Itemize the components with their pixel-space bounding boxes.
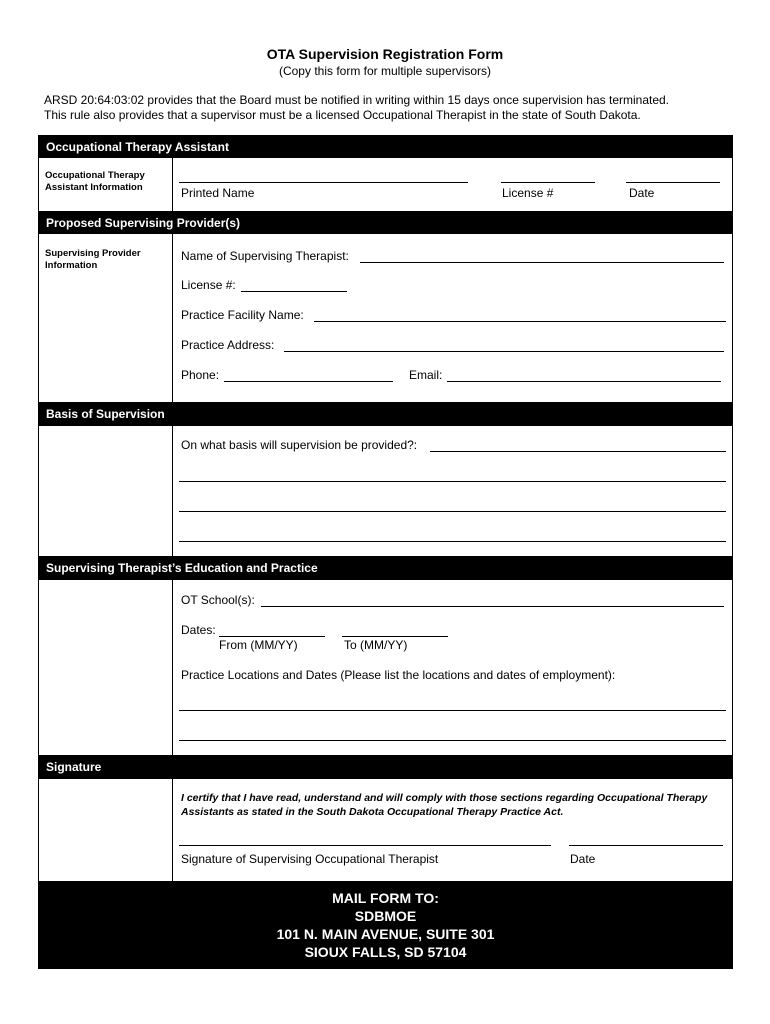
intro-line-1: ARSD 20:64:03:02 provides that the Board must be notified in writing within 15 days once supervision has terminated. (44, 93, 670, 107)
phone-label: Phone: (181, 368, 220, 382)
registration-form (38, 135, 733, 969)
signature-field[interactable] (179, 845, 551, 846)
signature-date-field[interactable] (569, 845, 723, 846)
practice-locations-label: Practice Locations and Dates (Please list the locations and dates of employment): (181, 668, 616, 682)
ot-school-field[interactable] (261, 606, 724, 607)
ota-label-column (39, 158, 173, 211)
therapist-name-label: Name of Supervising Therapist: (181, 249, 349, 263)
section-signature (39, 779, 732, 881)
provider-label-column (39, 234, 173, 402)
practice-address-label: Practice Address: (181, 338, 275, 352)
basis-answer-line-1[interactable] (430, 451, 726, 452)
form-title: OTA Supervision Registration Form (266, 46, 504, 62)
dates-label: Dates: (181, 623, 216, 637)
phone-field[interactable] (224, 381, 393, 382)
form-subtitle: (Copy this form for multiple supervisors) (278, 64, 492, 78)
from-date-field[interactable] (219, 636, 325, 637)
from-date-label: From (MM/YY) (219, 638, 298, 652)
certification-statement: I certify that I have read, understand and will comply with those sections regarding Occupational Therapy Assistants as stated in the South Dakota Occupational Therapy Practice Act. (181, 792, 708, 818)
education-label-column (39, 580, 173, 755)
provider-license-field[interactable] (241, 291, 347, 292)
intro-text (44, 93, 744, 123)
practice-locations-line-1[interactable] (179, 710, 726, 711)
section-header-basis: Basis of Supervision (39, 402, 732, 426)
ota-license-label: License # (502, 186, 554, 200)
facility-name-label: Practice Facility Name: (181, 308, 304, 322)
practice-locations-line-2[interactable] (179, 740, 726, 741)
mail-line-1: MAIL FORM TO: (332, 890, 439, 906)
printed-name-label: Printed Name (181, 186, 255, 200)
facility-name-field[interactable] (314, 321, 726, 322)
basis-label-column (39, 426, 173, 556)
basis-answer-line-2[interactable] (179, 481, 726, 482)
section-header-signature: Signature (39, 755, 732, 779)
signature-label-column (39, 779, 173, 881)
basis-question-label: On what basis will supervision be provided?: (181, 438, 418, 452)
email-field[interactable] (447, 381, 721, 382)
mail-line-4: SIOUX FALLS, SD 57104 (304, 944, 467, 960)
ot-school-label: OT School(s): (181, 593, 255, 607)
signature-label: Signature of Supervising Occupational Therapist (181, 852, 439, 866)
section-ota (39, 158, 732, 211)
ota-date-label: Date (629, 186, 655, 200)
provider-license-label: License #: (181, 278, 236, 292)
mail-line-2: SDBMOE (354, 908, 417, 924)
section-education (39, 580, 732, 755)
printed-name-field[interactable] (179, 182, 468, 183)
ota-info-label: Occupational Therapy Assistant Information (45, 170, 145, 193)
provider-info-label: Supervising Provider Information (45, 248, 141, 271)
to-date-field[interactable] (342, 636, 448, 637)
ota-date-field[interactable] (626, 182, 720, 183)
section-header-provider: Proposed Supervising Provider(s) (39, 211, 732, 234)
practice-address-field[interactable] (284, 351, 724, 352)
mail-line-3: 101 N. MAIN AVENUE, SUITE 301 (276, 926, 495, 942)
to-date-label: To (MM/YY) (344, 638, 408, 652)
signature-date-label: Date (570, 852, 596, 866)
mailing-address-box (39, 881, 732, 968)
email-label: Email: (409, 368, 443, 382)
section-basis (39, 426, 732, 556)
therapist-name-field[interactable] (360, 262, 724, 263)
section-provider (39, 234, 732, 402)
intro-line-2: This rule also provides that a supervisor must be a licensed Occupational Therapist in the state of South Dakota. (44, 108, 641, 122)
section-header-education: Supervising Therapist’s Education and Practice (39, 556, 732, 580)
basis-answer-line-3[interactable] (179, 511, 726, 512)
basis-answer-line-4[interactable] (179, 541, 726, 542)
ota-license-field[interactable] (501, 182, 595, 183)
section-header-ota: Occupational Therapy Assistant (39, 136, 732, 158)
